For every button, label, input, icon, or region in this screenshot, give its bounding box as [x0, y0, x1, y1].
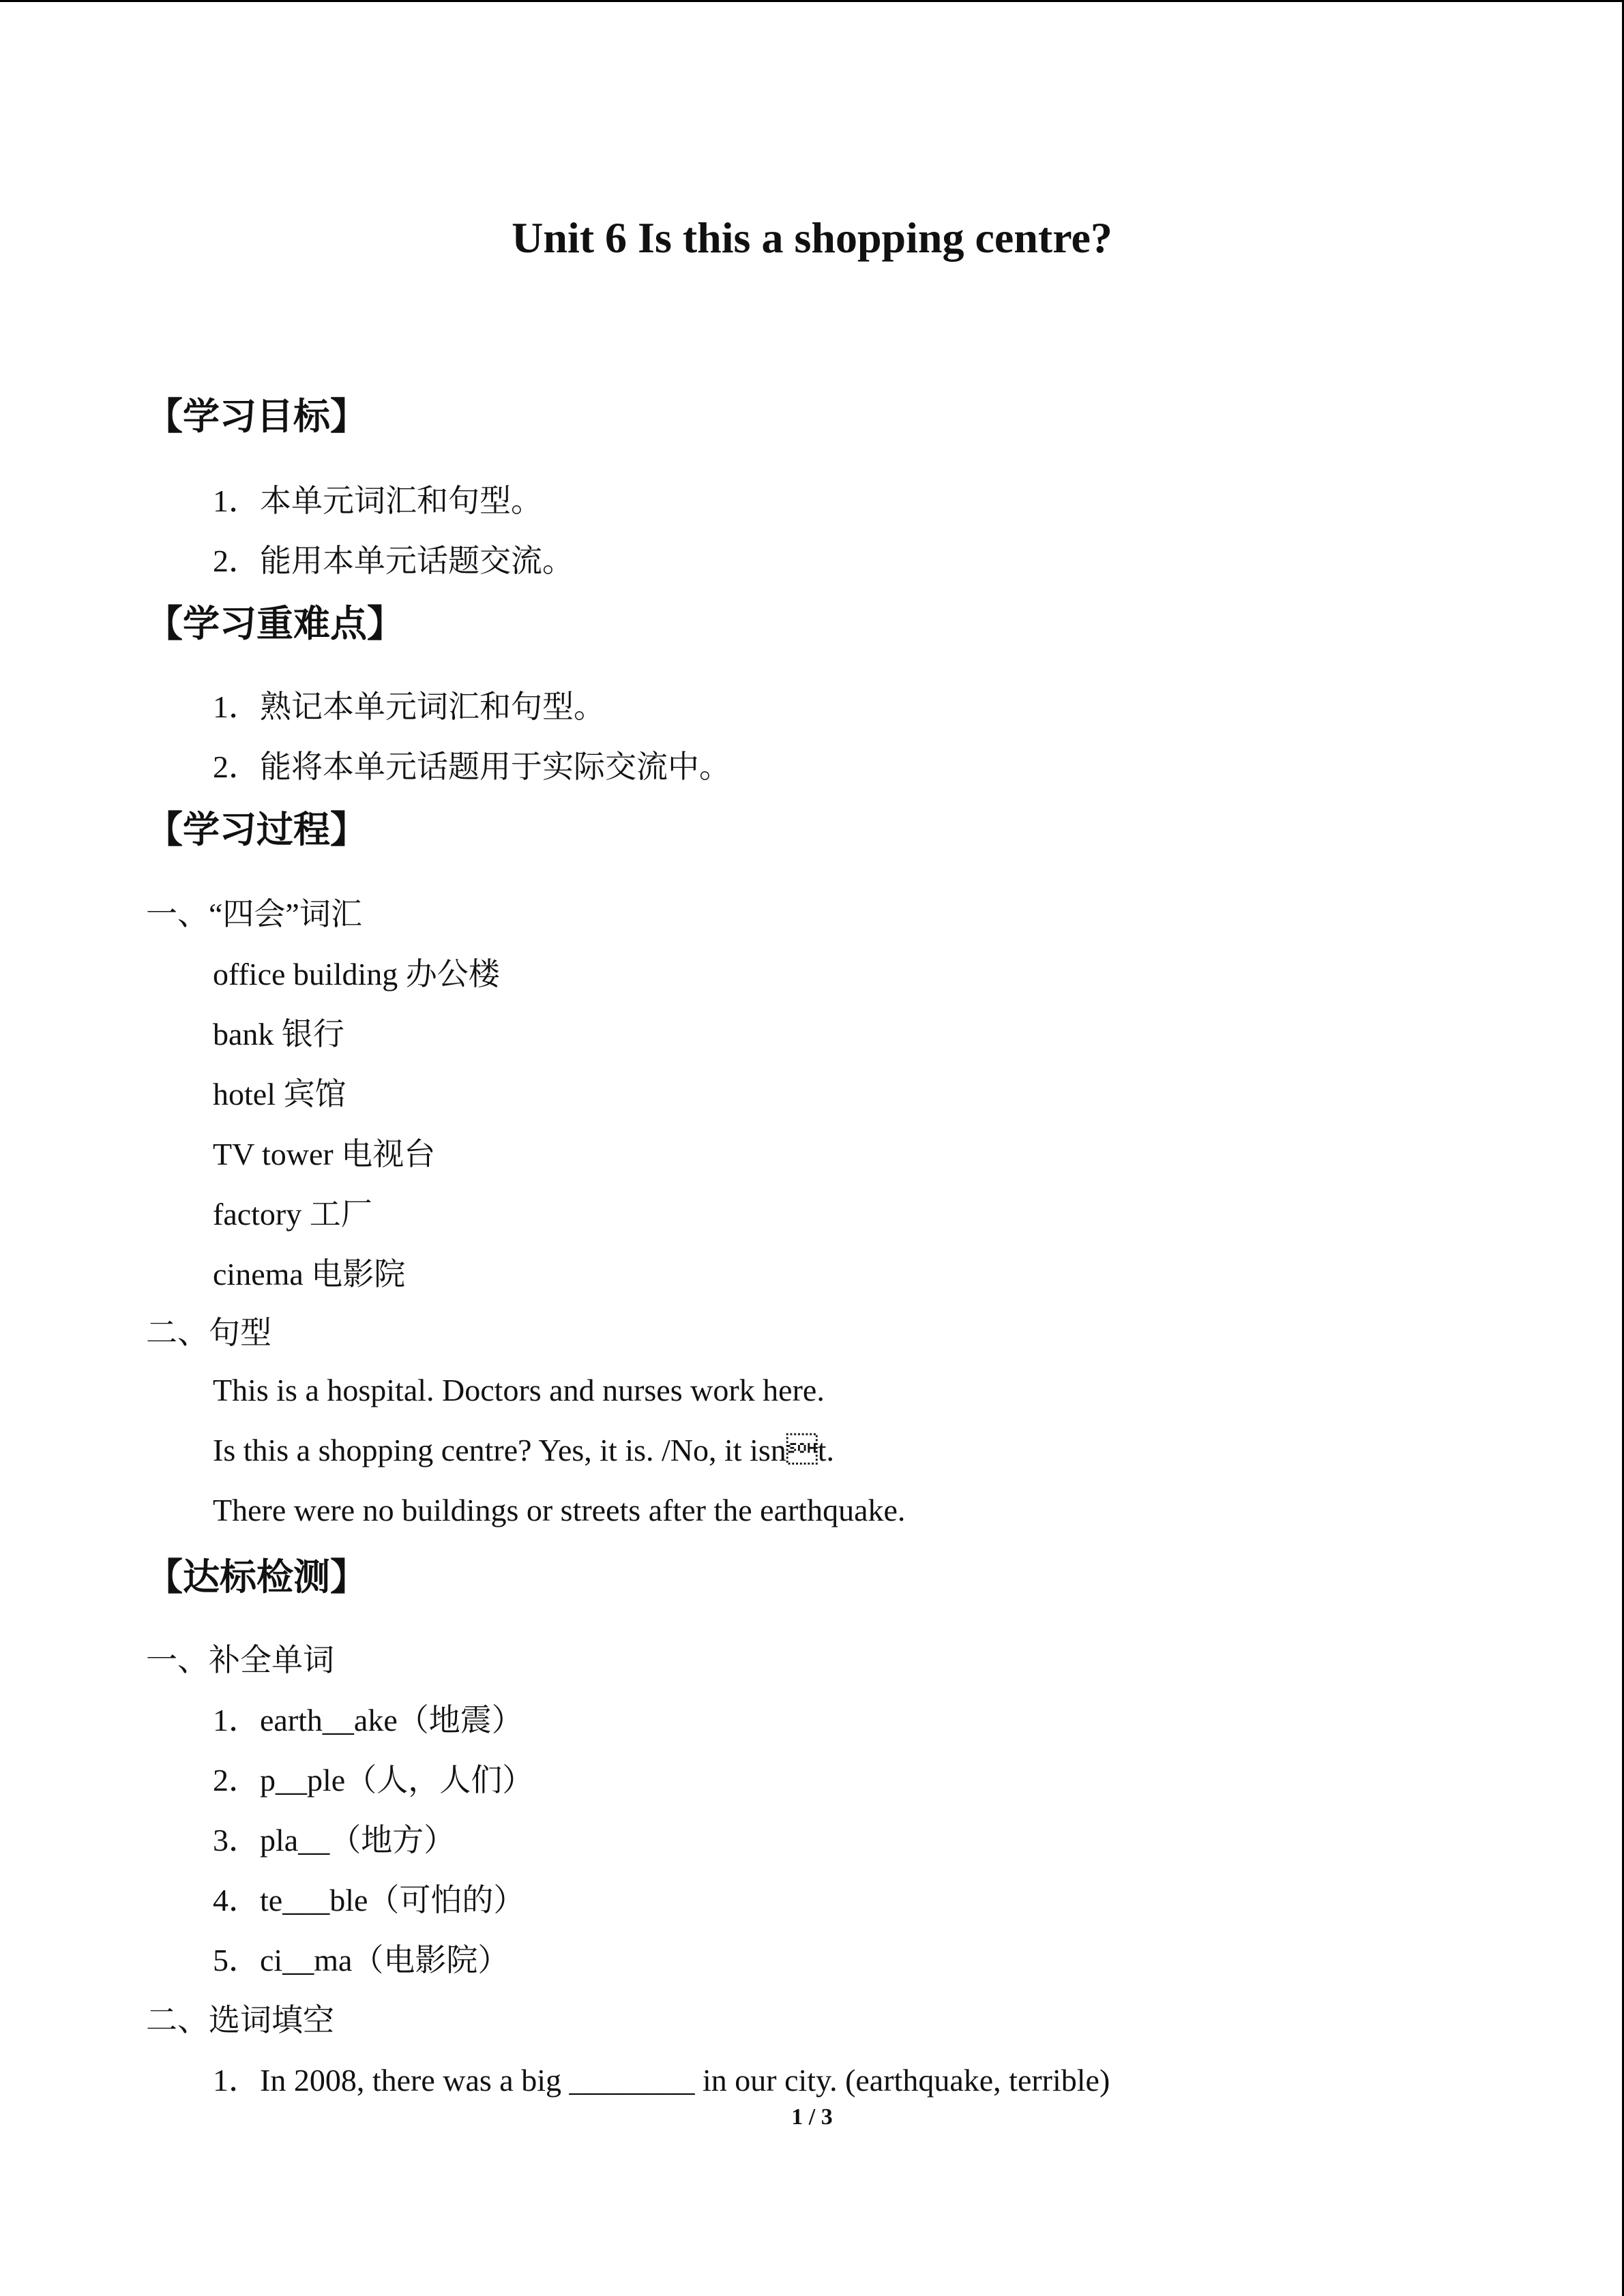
key-points-heading: 【学习重难点】	[146, 602, 404, 645]
exercise-item: 1．earth__ake（地震）	[213, 1703, 523, 1738]
vocab-section-title: 一、“四会”词汇	[146, 897, 362, 931]
page-title: Unit 6 Is this a shopping centre?	[512, 213, 1112, 262]
sentences-section-title: 二、句型	[146, 1315, 271, 1350]
vocab-item: office building 办公楼	[213, 957, 500, 992]
key-point-item: 1．熟记本单元词汇和句型。	[213, 689, 605, 724]
key-point-item: 2．能将本单元话题用于实际交流中。	[213, 749, 730, 784]
vocab-item: TV tower 电视台	[213, 1137, 436, 1172]
exercise-item: 1．In 2008, there was a big ________ in our city. (earthquake, terrible)	[213, 2063, 1110, 2098]
vocab-item: hotel 宾馆	[213, 1077, 346, 1112]
exercise-item: 5．ci__ma（电影院）	[213, 1943, 510, 1978]
vocab-item: bank 银行	[213, 1017, 344, 1052]
sentence-item: There were no buildings or streets after the earthquake.	[213, 1493, 906, 1527]
check-heading: 【达标检测】	[146, 1555, 367, 1598]
sentence-item: This is a hospital. Doctors and nurses work here.	[213, 1373, 825, 1407]
process-heading: 【学习过程】	[146, 808, 367, 851]
objective-item: 1．本单元词汇和句型。	[213, 483, 542, 518]
fill-letters-section-title: 一、补全单词	[146, 1643, 334, 1678]
exercise-item: 4．te___ble（可怕的）	[213, 1883, 525, 1918]
exercise-item: 2．p__ple（人，人们）	[213, 1763, 534, 1798]
objective-item: 2．能用本单元话题交流。	[213, 543, 574, 578]
vocab-item: factory 工厂	[213, 1197, 372, 1232]
choose-word-section-title: 二、选词填空	[146, 2003, 334, 2038]
sentence-item: Is this a shopping centre? Yes, it is. /No, it isnt.	[213, 1433, 835, 1467]
page-border-top	[0, 0, 1624, 2]
objectives-heading: 【学习目标】	[146, 395, 367, 438]
vocab-item: cinema 电影院	[213, 1257, 406, 1292]
exercise-item: 3．pla__（地方）	[213, 1823, 456, 1858]
page-number: 1 / 3	[791, 2104, 833, 2130]
